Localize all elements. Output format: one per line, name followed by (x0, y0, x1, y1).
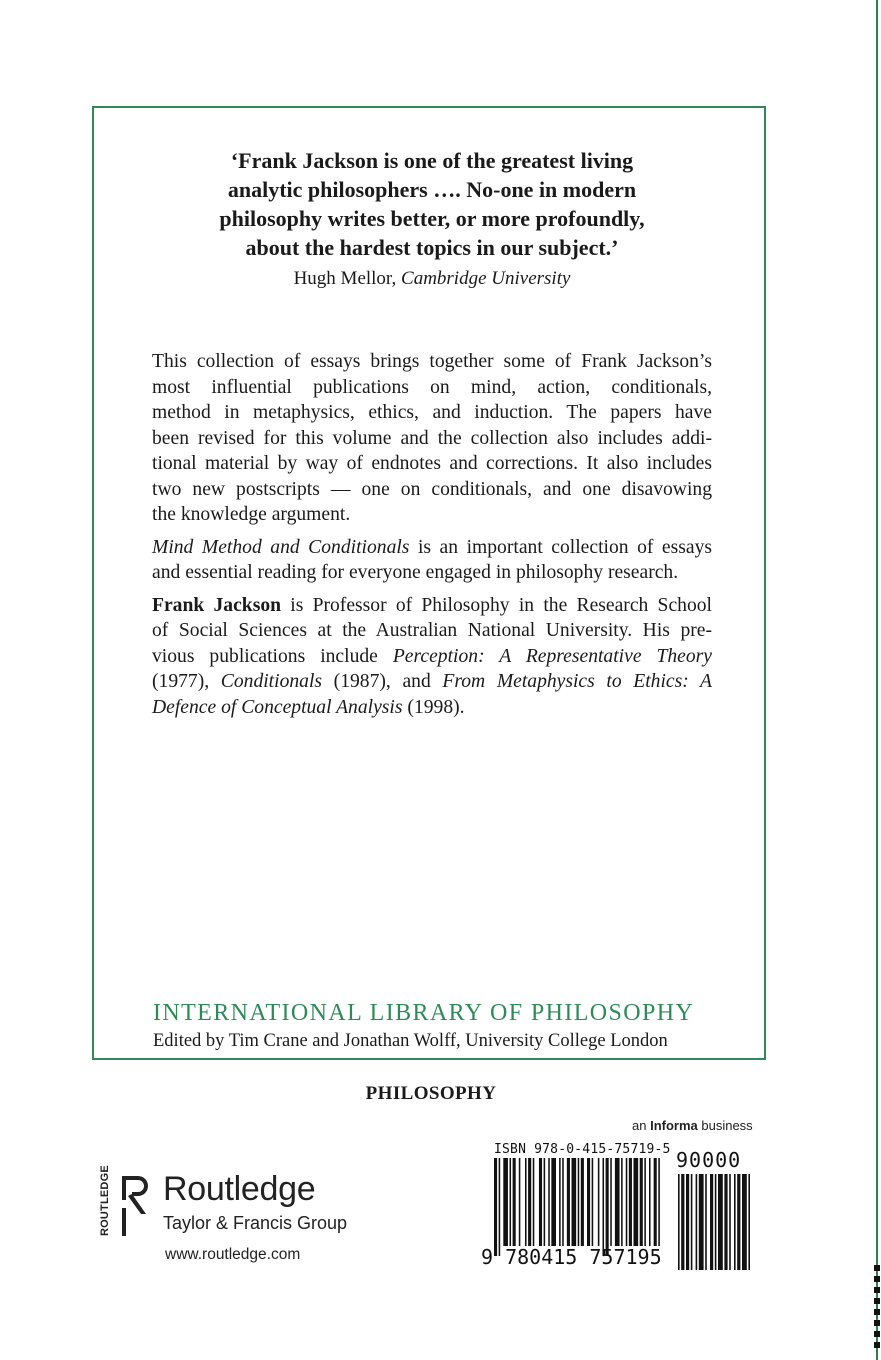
description-paragraph-2 (152, 535, 712, 586)
description (152, 349, 712, 727)
addon-barcode-bar (686, 1174, 689, 1270)
text-segment: (1977), (152, 671, 221, 692)
publisher-url[interactable]: www.routledge.com (165, 1246, 301, 1263)
addon-barcode-bar (710, 1174, 713, 1270)
book-title: From Metaphysics to Ethics: A (442, 671, 713, 692)
barcode-bar (551, 1158, 556, 1246)
barcode-bar (539, 1158, 542, 1246)
barcode-bar (606, 1158, 609, 1256)
quote-line: about the hardest topics in our subject.’ (245, 235, 619, 260)
isbn-text: ISBN 978-0-415-75719-5 (494, 1142, 671, 1157)
addon-barcode-bar (715, 1174, 717, 1270)
barcode-bar (610, 1158, 612, 1246)
barcode-bar (519, 1158, 521, 1246)
barcode-bar (640, 1158, 643, 1246)
quote-line: ‘Frank Jackson is one of the greatest living (230, 148, 634, 173)
barcode-digits: 9 780415 757195 (481, 1245, 662, 1269)
series-name: INTERNATIONAL LIBRARY OF PHILOSOPHY (153, 1000, 695, 1026)
author-name: Frank Jackson (152, 594, 282, 616)
barcode-bar (559, 1158, 561, 1246)
barcode-bar (510, 1158, 512, 1246)
barcode-bar (654, 1158, 657, 1246)
addon-barcode-bar (705, 1174, 707, 1270)
barcode-bar (649, 1158, 651, 1246)
barcode-bar (503, 1158, 508, 1246)
informa-brand: Informa (650, 1118, 698, 1133)
barcode-bar (598, 1158, 600, 1246)
addon-barcode-bar (729, 1174, 731, 1270)
barcode-bar (615, 1158, 620, 1246)
barcode-bar (499, 1158, 501, 1256)
routledge-vertical-wordmark: ROUTLEDGE (99, 1165, 111, 1236)
series-editors: Edited by Tim Crane and Jonathan Wolff, University College London (153, 1031, 668, 1051)
author-bio (152, 593, 712, 721)
text-line: of Social Sciences at the Australian National University. His pre- (152, 620, 712, 641)
text-line: and essential reading for everyone engaged in philosophy research. (152, 562, 679, 583)
text-line (152, 593, 712, 619)
barcode-bar (658, 1158, 660, 1246)
text-line: tional material by way of endnotes and corrections. It also includes (152, 453, 712, 474)
barcode-bar (525, 1158, 527, 1246)
text-segment: is an important collection of essays (409, 536, 712, 558)
text-line: most influential publications on mind, action, conditionals, (152, 376, 712, 398)
right-edge-line (876, 0, 878, 1360)
text-line (152, 644, 712, 670)
text-segment: (1998). (402, 696, 465, 718)
addon-barcode-bar (678, 1174, 680, 1270)
addon-barcode-bar (737, 1174, 740, 1270)
barcode-bar (581, 1158, 584, 1246)
text-segment: business (697, 1118, 753, 1133)
addon-barcode-bar (734, 1174, 736, 1270)
text-line: the knowledge argument. (152, 504, 351, 525)
barcode-bar (578, 1158, 580, 1246)
barcode-bar (513, 1158, 516, 1246)
attribution-institution: Cambridge University (401, 268, 571, 289)
text-line: two new postscripts — one on conditionals, and one disavowing (152, 478, 712, 500)
edge-registration-marks (874, 1265, 880, 1360)
publisher-group: Taylor & Francis Group (163, 1213, 348, 1233)
book-title: Perception: A Representative Theory (392, 645, 712, 667)
quote-attribution (150, 266, 714, 292)
addon-barcode-bar (742, 1174, 747, 1270)
addon-barcode-bar (699, 1174, 704, 1270)
barcode-bar (528, 1158, 531, 1246)
addon-barcode-bar (718, 1174, 723, 1270)
addon-barcode-bar (681, 1174, 684, 1270)
book-title: Conditionals (220, 671, 323, 692)
barcode-bar (592, 1158, 594, 1246)
text-line: This collection of essays brings together some of Frank Jackson’s (152, 351, 712, 372)
informa-tagline (632, 1118, 753, 1133)
endorsement-quote (150, 146, 714, 262)
quote-line: philosophy writes better, or more profoundly, (219, 206, 645, 231)
barcode-bar (548, 1158, 550, 1246)
attribution-name: Hugh Mellor, (293, 268, 397, 289)
book-title: Defence of Conceptual Analysis (152, 696, 403, 718)
text-line (152, 535, 712, 561)
addon-barcode-bar (724, 1174, 727, 1270)
book-title: Mind Method and Conditionals (152, 536, 410, 558)
text-segment: vious publications include (152, 645, 393, 667)
text-line: method in metaphysics, ethics, and induction. The papers have (152, 402, 712, 423)
barcode-bar (621, 1158, 623, 1246)
subject-category: PHILOSOPHY (365, 1083, 497, 1104)
barcode-bar (634, 1158, 639, 1246)
barcode-bar (533, 1158, 535, 1246)
barcode-bar (494, 1158, 497, 1256)
barcode-bar (567, 1158, 570, 1246)
barcode-bar (587, 1158, 590, 1246)
barcode-bar (572, 1158, 577, 1246)
barcode-bar (562, 1158, 564, 1246)
addon-barcode-bar (748, 1174, 750, 1270)
text-segment: an (632, 1118, 651, 1133)
text-segment: (1987), and (322, 671, 443, 692)
barcode-bar (603, 1158, 605, 1256)
text-segment: is Professor of Philosophy in the Research School (281, 594, 712, 616)
quote-line: analytic philosophers …. No-one in modern (227, 177, 637, 202)
barcode-bar (644, 1158, 646, 1246)
addon-barcode-bar (696, 1174, 698, 1270)
text-line: been revised for this volume and the collection also includes addi- (152, 427, 712, 449)
publisher-name: Routledge (163, 1170, 316, 1208)
barcode-bar (544, 1158, 546, 1246)
addon-barcode-bar (691, 1174, 693, 1270)
barcode-bar (626, 1158, 628, 1246)
price-code: 90000 (676, 1148, 742, 1172)
text-line (152, 669, 712, 695)
barcode-bar (629, 1158, 632, 1246)
description-paragraph-1 (152, 349, 712, 528)
text-line (152, 695, 712, 721)
